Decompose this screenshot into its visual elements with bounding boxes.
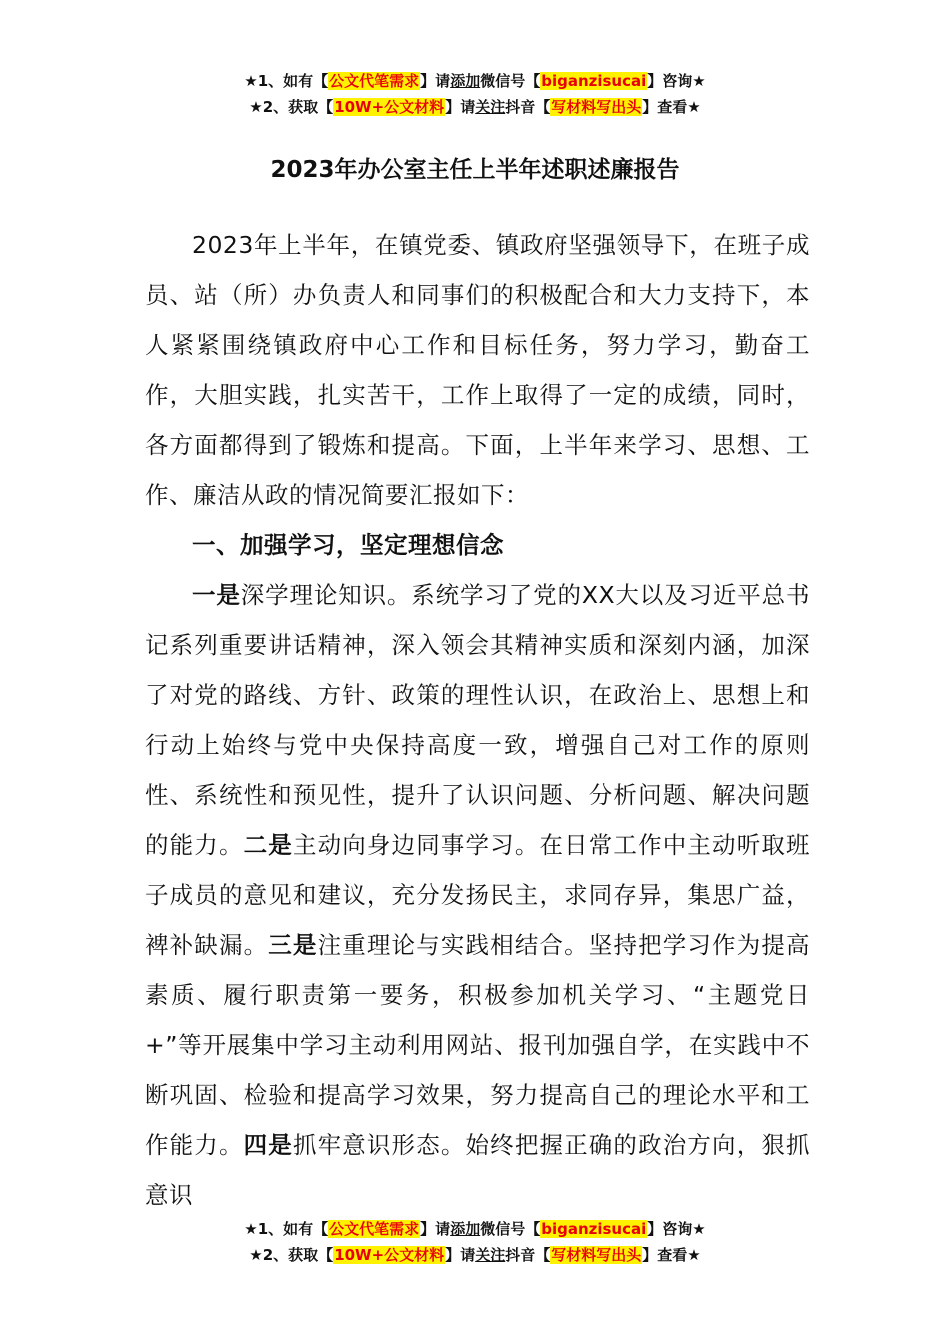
- lead-label-4: 四是: [243, 1131, 293, 1159]
- footer-line2-highlight-materials: 10W+公文材料: [334, 1246, 445, 1264]
- footer-line1-prefix: ★1、如有【: [244, 1220, 329, 1238]
- footer-line2-mid2: 抖音【: [505, 1246, 551, 1264]
- footer-line2-suffix: 】查看★: [642, 1246, 701, 1264]
- banner-line1-mid2: 微信号【: [480, 72, 541, 90]
- footer-line1-highlight-service: 公文代笔需求: [329, 1220, 420, 1238]
- banner-line1-highlight-wechat: biganzisucai: [541, 72, 647, 90]
- banner-line2-suffix: 】查看★: [642, 98, 701, 116]
- banner-line2-prefix: ★2、获取【: [249, 98, 334, 116]
- banner-line2-mid: 】请: [445, 98, 476, 116]
- footer-line1-underlined: 添加: [450, 1220, 481, 1238]
- footer-line2-highlight-douyin: 写材料写出头: [551, 1246, 642, 1264]
- point-text-4: 抓牢意识形态。始终把握正确的政治方向，狠抓意识: [145, 1131, 811, 1209]
- document-body: [145, 220, 810, 1220]
- intro-paragraph: 2023年上半年，在镇党委、镇政府坚强领导下，在班子成员、站（所）办负责人和同事们的积极配合和大力支持下，本人紧紧围绕镇政府中心工作和目标任务，努力学习，勤奋工作，大胆实践，扎实苦干，工作上取得了一定的成绩，同时，各方面都得到了锻炼和提高。下面，上半年来学习、思想、工作、廉洁从政的情况简要汇报如下：: [145, 231, 810, 509]
- banner-line1-underlined: 添加: [450, 72, 481, 90]
- footer-banner: [0, 1216, 950, 1268]
- lead-label-1: 一是: [192, 581, 241, 609]
- footer-line1-mid2: 微信号【: [480, 1220, 541, 1238]
- section-heading-1: 一、加强学习，坚定理想信念: [192, 531, 504, 559]
- footer-line1-mid: 】请: [420, 1220, 451, 1238]
- document-title: 2023年办公室主任上半年述职述廉报告: [270, 157, 680, 183]
- banner-line1-mid: 】请: [420, 72, 451, 90]
- footer-line2-mid: 】请: [445, 1246, 476, 1264]
- footer-line2-prefix: ★2、获取【: [249, 1246, 334, 1264]
- point-text-1: 深学理论知识。系统学习了党的XX大以及习近平总书记系列重要讲话精神，深入领会其精神实质和深刻内涵，加深了对党的路线、方针、政策的理性认识，在政治上、思想上和行动上始终与党中央保持高度一致，增强自己对工作的原则性、系统性和预见性，提升了认识问题、分析问题、解决问题的能力。: [145, 581, 810, 859]
- footer-line2-underlined: 关注: [475, 1246, 506, 1264]
- study-paragraph: [145, 570, 810, 1220]
- banner-line2-mid2: 抖音【: [505, 98, 551, 116]
- banner-line1-suffix: 】咨询★: [647, 72, 706, 90]
- banner-line2-highlight-douyin: 写材料写出头: [551, 98, 642, 116]
- banner-line2-underlined: 关注: [475, 98, 506, 116]
- footer-banner-line-1: [0, 1216, 950, 1242]
- point-text-3: 注重理论与实践相结合。坚持把学习作为提高素质、履行职责第一要务，积极参加机关学习、“主题党日+”等开展集中学习主动利用网站、报刊加强自学，在实践中不断巩固、检验和提高学习效果，努力提高自己的理论水平和工作能力。: [145, 931, 811, 1159]
- footer-banner-line-2: [0, 1242, 950, 1268]
- banner-line-1: [0, 68, 950, 94]
- banner-line-2: [0, 94, 950, 120]
- banner-line1-prefix: ★1、如有【: [244, 72, 329, 90]
- footer-line1-highlight-wechat: biganzisucai: [541, 1220, 647, 1238]
- lead-label-2: 二是: [243, 831, 293, 859]
- banner-line1-highlight-service: 公文代笔需求: [329, 72, 420, 90]
- banner-line2-highlight-materials: 10W+公文材料: [334, 98, 445, 116]
- header-banner: [0, 68, 950, 120]
- point-text-2: 主动向身边同事学习。在日常工作中主动听取班子成员的意见和建议，充分发扬民主，求同存异，集思广益，裨补缺漏。: [145, 831, 811, 959]
- footer-line1-suffix: 】咨询★: [647, 1220, 706, 1238]
- lead-label-3: 三是: [268, 931, 318, 959]
